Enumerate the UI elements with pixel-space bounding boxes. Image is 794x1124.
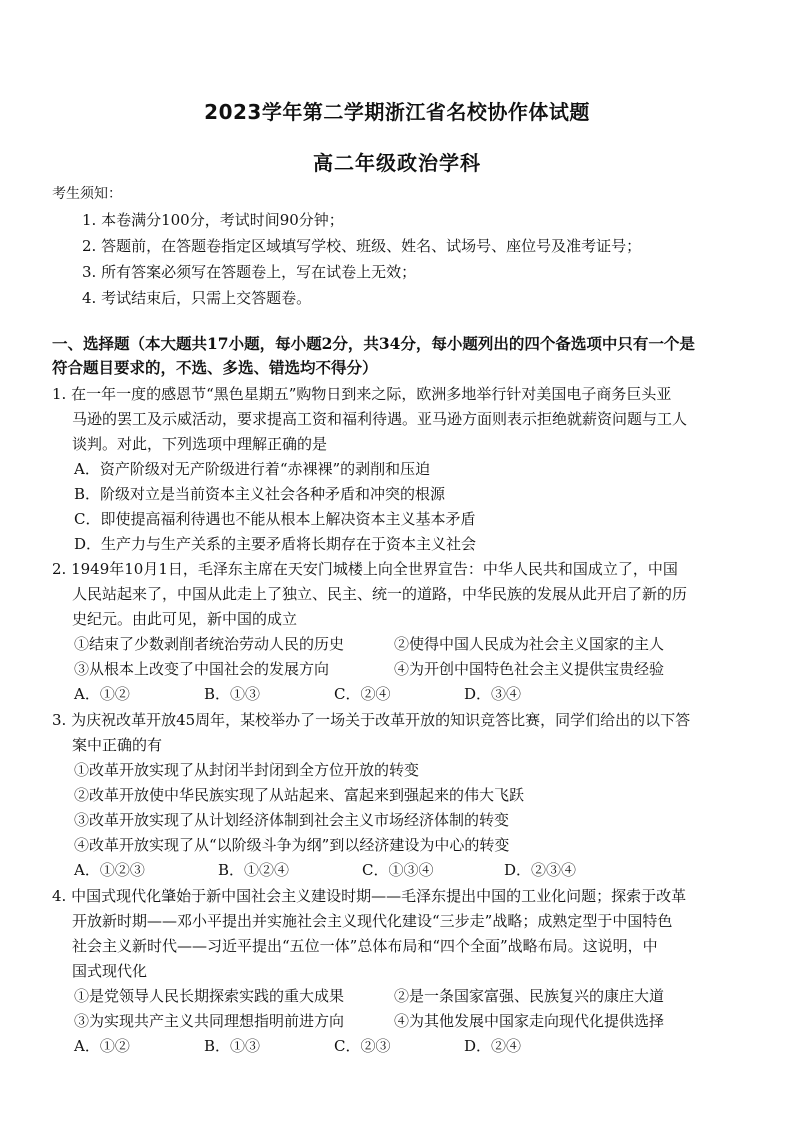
question-2-stem: 史纪元。由此可见，新中国的成立 — [72, 610, 298, 628]
question-2-stem: 人民站起来了，中国从此走上了独立、民主、统一的道路，中华民族的发展从此开启了新的历 — [72, 585, 688, 603]
question-3-statement: ④改革开放实现了从“以阶级斗争为纲”到以经济建设为中心的转变 — [74, 836, 510, 854]
question-1-stem: 1. 在一年一度的感恩节“黑色星期五”购物日到来之际，欧洲多地举行针对美国电子商务巨头亚 — [52, 385, 672, 403]
question-3-statement: ②改革开放使中华民族实现了从站起来、富起来到强起来的伟大飞跃 — [74, 786, 525, 804]
question-3-stem: 3. 为庆祝改革开放45周年，某校举办了一场关于改革开放的知识竞答比赛，同学们给出的以下答 — [52, 711, 691, 729]
question-4-statement: ②是一条国家富强、民族复兴的康庄大道 — [394, 987, 665, 1005]
question-3-choice-a: A．①②③ — [74, 861, 145, 879]
question-4-stem: 4. 中国式现代化肇始于新中国社会主义建设时期——毛泽东提出中国的工业化问题；探索于改革 — [52, 887, 687, 905]
question-2-stem: 2. 1949年10月1日，毛泽东主席在天安门城楼上向全世界宣告：中华人民共和国成立了，中国 — [52, 560, 678, 578]
question-2-choice-a: A．①② — [74, 685, 130, 703]
question-4-stem: 开放新时期——邓小平提出并实施社会主义现代化建设“三步走”战略；成熟定型于中国特色 — [72, 912, 673, 930]
notice-item: 3. 所有答案必须写在答题卷上，写在试卷上无效； — [82, 263, 417, 281]
question-2-choice-b: B．①③ — [204, 685, 261, 703]
question-4-stem: 社会主义新时代——习近平提出“五位一体”总体布局和“四个全面”战略布局。这说明，中 — [72, 937, 658, 955]
question-1-option-b: B．阶级对立是当前资本主义社会各种矛盾和冲突的根源 — [74, 485, 446, 503]
notice-item: 2. 答题前，在答题卷指定区域填写学校、班级、姓名、试场号、座位号及准考证号； — [82, 237, 642, 255]
question-3-statement: ③改革开放实现了从计划经济体制到社会主义市场经济体制的转变 — [74, 811, 510, 829]
question-4-statement: ①是党领导人民长期探索实践的重大成果 — [74, 987, 345, 1005]
question-3-choice-b: B．①②④ — [218, 861, 290, 879]
question-2-statement: ④为开创中国特色社会主义提供宝贵经验 — [394, 660, 665, 678]
question-3-choice-d: D．②③④ — [504, 861, 577, 879]
question-1-option-c: C．即使提高福利待遇也不能从根本上解决资本主义基本矛盾 — [74, 510, 476, 528]
question-4-choice-b: B．①③ — [204, 1037, 261, 1055]
question-2-statement: ②使得中国人民成为社会主义国家的主人 — [394, 635, 665, 653]
question-4-statement: ③为实现共产主义共同理想指明前进方向 — [74, 1012, 345, 1030]
question-4-stem: 国式现代化 — [72, 962, 148, 980]
question-4-choice-a: A．①② — [74, 1037, 130, 1055]
question-1-option-a: A．资产阶级对无产阶级进行着“赤裸裸”的剥削和压迫 — [74, 460, 431, 478]
question-1-stem: 马逊的罢工及示威活动，要求提高工资和福利待遇。亚马逊方面则表示拒绝就薪资问题与工人 — [72, 410, 688, 428]
question-2-statement: ③从根本上改变了中国社会的发展方向 — [74, 660, 330, 678]
question-4-choice-d: D．②④ — [464, 1037, 522, 1055]
question-2-statement: ①结束了少数剥削者统治劳动人民的历史 — [74, 635, 345, 653]
question-3-stem: 案中正确的有 — [72, 736, 163, 754]
question-3-statement: ①改革开放实现了从封闭半封闭到全方位开放的转变 — [74, 761, 420, 779]
section-heading: 一、选择题（本大题共17小题，每小题2分，共34分，每小题列出的四个备选项中只有一个是 — [52, 334, 695, 353]
question-3-choice-c: C．①③④ — [362, 861, 434, 879]
notice-item: 1. 本卷满分100分，考试时间90分钟； — [82, 211, 344, 229]
subject-title: 高二年级政治学科 — [313, 151, 481, 175]
question-2-choice-c: C．②④ — [334, 685, 391, 703]
section-heading-cont: 符合题目要求的，不选、多选、错选均不得分） — [52, 358, 378, 377]
question-1-option-d: D．生产力与生产关系的主要矛盾将长期存在于资本主义社会 — [74, 535, 477, 553]
question-2-choice-d: D．③④ — [464, 685, 522, 703]
notice-heading: 考生须知： — [52, 186, 122, 202]
question-4-statement: ④为其他发展中国家走向现代化提供选择 — [394, 1012, 665, 1030]
question-1-stem: 谈判。对此，下列选项中理解正确的是 — [72, 435, 328, 453]
question-4-choice-c: C．②③ — [334, 1037, 391, 1055]
exam-title: 2023学年第二学期浙江省名校协作体试题 — [204, 100, 590, 124]
notice-item: 4. 考试结束后，只需上交答题卷。 — [82, 289, 312, 307]
